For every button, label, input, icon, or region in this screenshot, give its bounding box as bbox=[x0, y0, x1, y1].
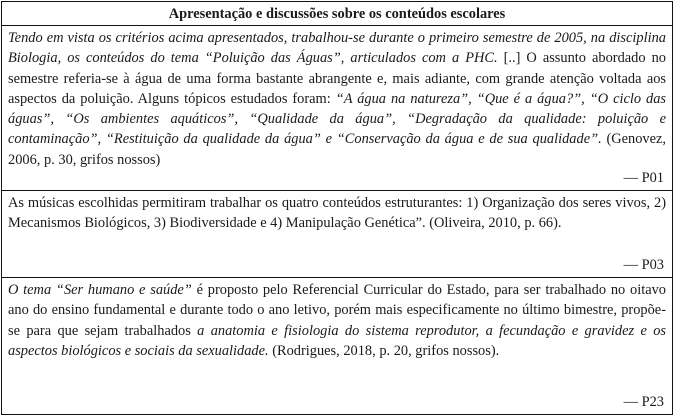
row-reference: — P03 bbox=[623, 256, 664, 273]
text-regular: [..] O assunto abordado no semestre referia-se à água de uma forma bastante abrangente e, mais adiante, com grande atenção voltada aos aspectos da poluição. Alguns tópicos estudados foram: bbox=[8, 50, 666, 107]
quote-table bbox=[1, 1, 673, 415]
text-italic: O tema “Ser humano e saúde” bbox=[8, 282, 192, 298]
table-row-p03 bbox=[2, 190, 672, 277]
row-reference: — P01 bbox=[623, 169, 664, 186]
text-italic: a anatomia e fisiologia do sistema reprodutor, a fecundação e gravidez e os aspectos biológicos e sociais da sexualidade. bbox=[8, 322, 666, 359]
table-row-p23 bbox=[2, 277, 672, 414]
row-text bbox=[8, 280, 666, 361]
table-row-p01 bbox=[2, 26, 672, 190]
row-text bbox=[8, 193, 666, 234]
text-regular: (Rodrigues, 2018, p. 20, grifos nossos). bbox=[268, 342, 500, 359]
text-regular: é proposto pelo Referencial Curricular do Estado, para ser trabalhado no oitavo ano do ensino fundamental e durante todo o ano letivo, porém mais especificamente no último bimestre, propõe-se para que sejam trabalhados bbox=[8, 282, 666, 339]
row-text bbox=[8, 28, 666, 170]
text-italic: Tendo em vista os critérios acima apresentados, trabalhou-se durante o primeiro semestre de 2005, na disciplina Biologia, os conteúdos do tema “Poluição das Águas”, articulados com a PHC. bbox=[8, 30, 666, 67]
text-italic: “A água na natureza”, “Que é a água?”, “O ciclo das águas”, “Os ambientes aquáticos”, “Qualidade da água”, “Degradação da qualidade: poluição e contaminação”, “Restituição da qualidade da água” e “Conservação da água e de sua qualidade”. bbox=[8, 90, 667, 148]
text-regular: (Genovez, 2006, p. 30, grifos nossos) bbox=[8, 131, 666, 168]
row-reference: — P23 bbox=[623, 393, 664, 410]
table-header: Apresentação e discussões sobre os conteúdos escolares bbox=[2, 2, 672, 26]
text-regular: As músicas escolhidas permitiram trabalhar os quatro conteúdos estruturantes: 1) Organização dos seres vivos, 2) Mecanismos Biológicos, 3) Biodiversidade e 4) Manipulação Genética”. (Oliveira, 2010, p. 66). bbox=[8, 195, 666, 232]
